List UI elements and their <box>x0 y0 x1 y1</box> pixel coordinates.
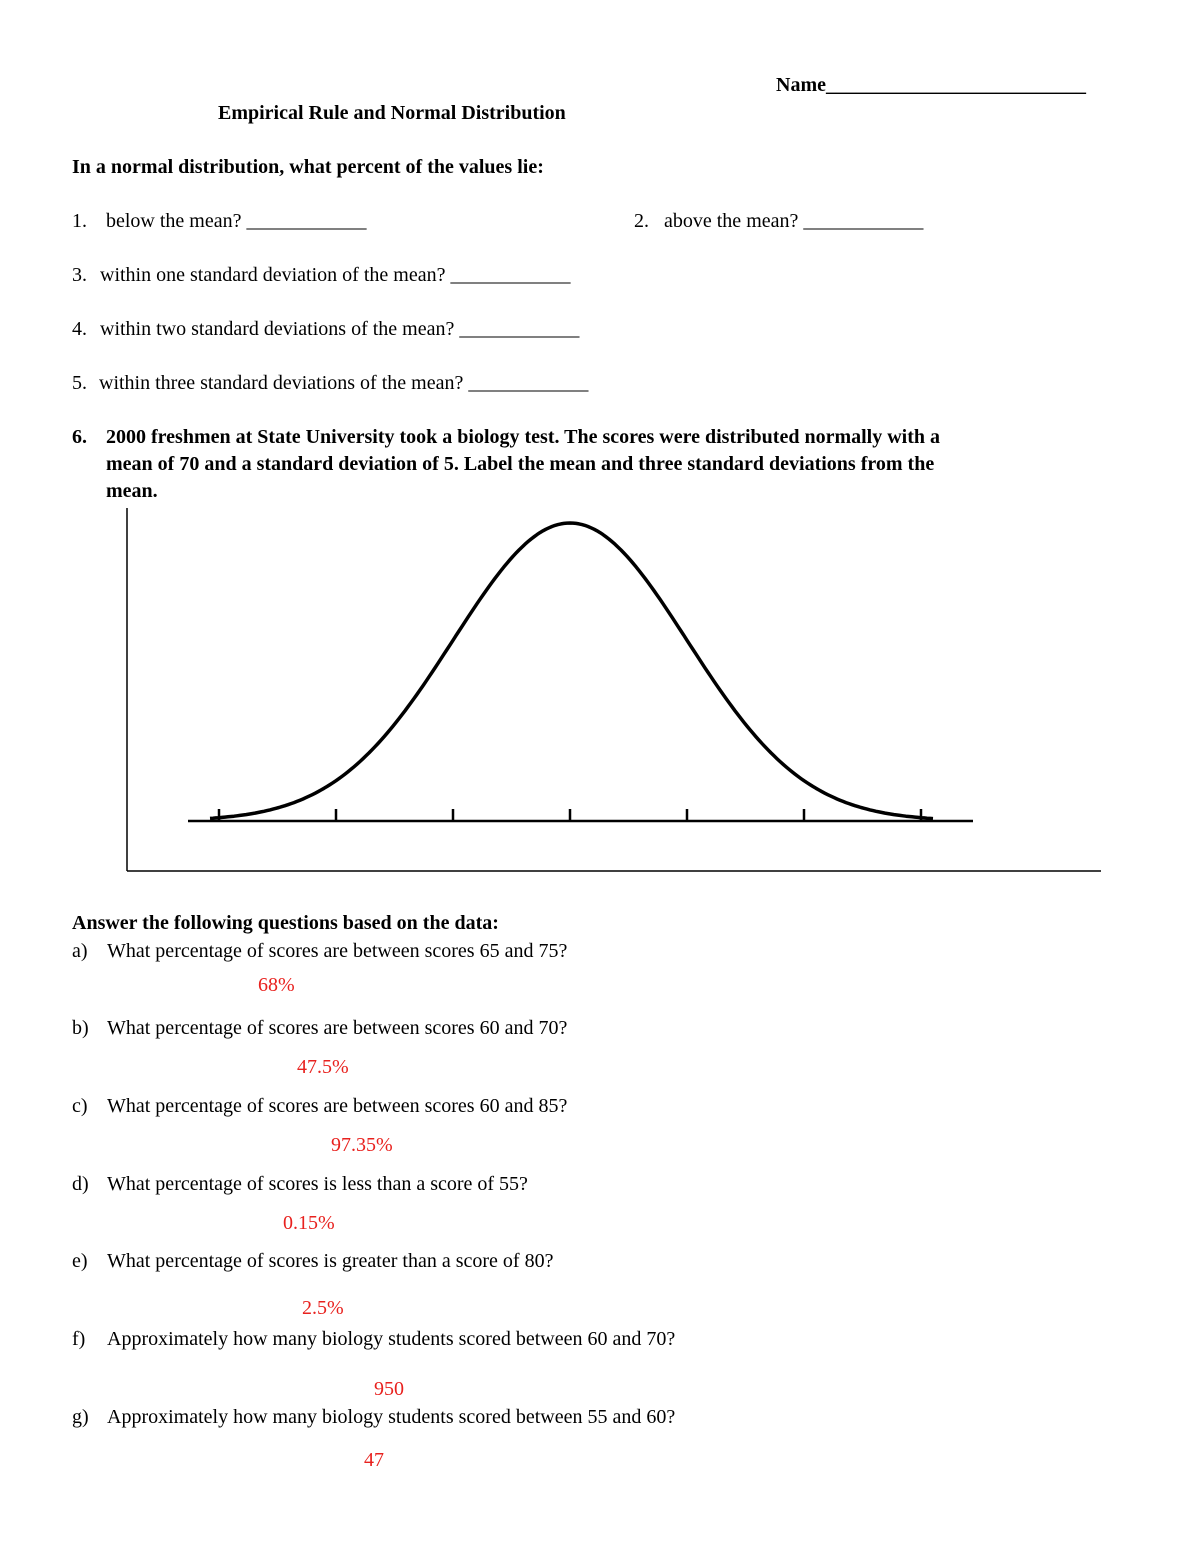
question-text: Approximately how many biology students scored between 55 and 60? <box>107 1406 676 1428</box>
answer-c: 97.35% <box>331 1134 393 1156</box>
question-label: b) <box>72 1017 89 1039</box>
question-number: 5. <box>72 372 87 394</box>
answers-heading: Answer the following questions based on the data: <box>72 912 499 934</box>
answer-question-c <box>72 1094 567 1118</box>
question-label: c) <box>72 1095 88 1117</box>
question-text: What percentage of scores are between scores 60 and 85? <box>107 1095 568 1117</box>
answer-question-e <box>72 1249 553 1273</box>
question-number: 3. <box>72 264 87 286</box>
answer-f: 950 <box>374 1378 404 1400</box>
question-label: d) <box>72 1173 89 1195</box>
answer-question-f <box>72 1327 675 1351</box>
question-label: a) <box>72 940 88 962</box>
worksheet-title: Empirical Rule and Normal Distribution <box>218 102 566 124</box>
question-number: 2. <box>634 210 649 232</box>
name-label: Name <box>776 74 826 96</box>
intro-question: In a normal distribution, what percent of the values lie: <box>72 156 544 178</box>
question-text: below the mean? ____________ <box>106 210 367 232</box>
question-text: within two standard deviations of the mean? ____________ <box>100 318 580 340</box>
question-label: e) <box>72 1250 88 1272</box>
question-label: g) <box>72 1406 89 1428</box>
answer-question-a <box>72 939 567 963</box>
problem-6-number: 6. <box>72 426 87 448</box>
question-text: What percentage of scores are between scores 60 and 70? <box>107 1017 568 1039</box>
name-blank: __________________________ <box>825 74 1086 96</box>
question-text: What percentage of scores are between scores 65 and 75? <box>107 940 568 962</box>
question-text: What percentage of scores is less than a score of 55? <box>107 1173 528 1195</box>
question-text: within three standard deviations of the mean? ____________ <box>99 372 589 394</box>
answer-question-d <box>72 1172 528 1196</box>
answer-question-b <box>72 1016 567 1040</box>
problem-6-line-3: mean. <box>106 480 158 502</box>
question-number: 1. <box>72 210 87 232</box>
question-text: What percentage of scores is greater than a score of 80? <box>107 1250 554 1272</box>
answer-question-g <box>72 1405 675 1429</box>
answer-e: 2.5% <box>302 1297 344 1319</box>
question-text: Approximately how many biology students scored between 60 and 70? <box>107 1328 676 1350</box>
question-label: f) <box>72 1328 86 1350</box>
question-text: above the mean? ____________ <box>664 210 924 232</box>
answer-g: 47 <box>364 1449 384 1471</box>
answer-b: 47.5% <box>297 1056 349 1078</box>
question-number: 4. <box>72 318 87 340</box>
answer-d: 0.15% <box>283 1212 335 1234</box>
answer-a: 68% <box>258 974 295 996</box>
problem-6-line-1: 2000 freshmen at State University took a biology test. The scores were distributed normally with a <box>106 426 941 448</box>
question-text: within one standard deviation of the mean? ____________ <box>100 264 571 286</box>
bell-curve <box>210 523 933 819</box>
problem-6-line-2: mean of 70 and a standard deviation of 5. Label the mean and three standard deviations from the <box>106 453 935 475</box>
